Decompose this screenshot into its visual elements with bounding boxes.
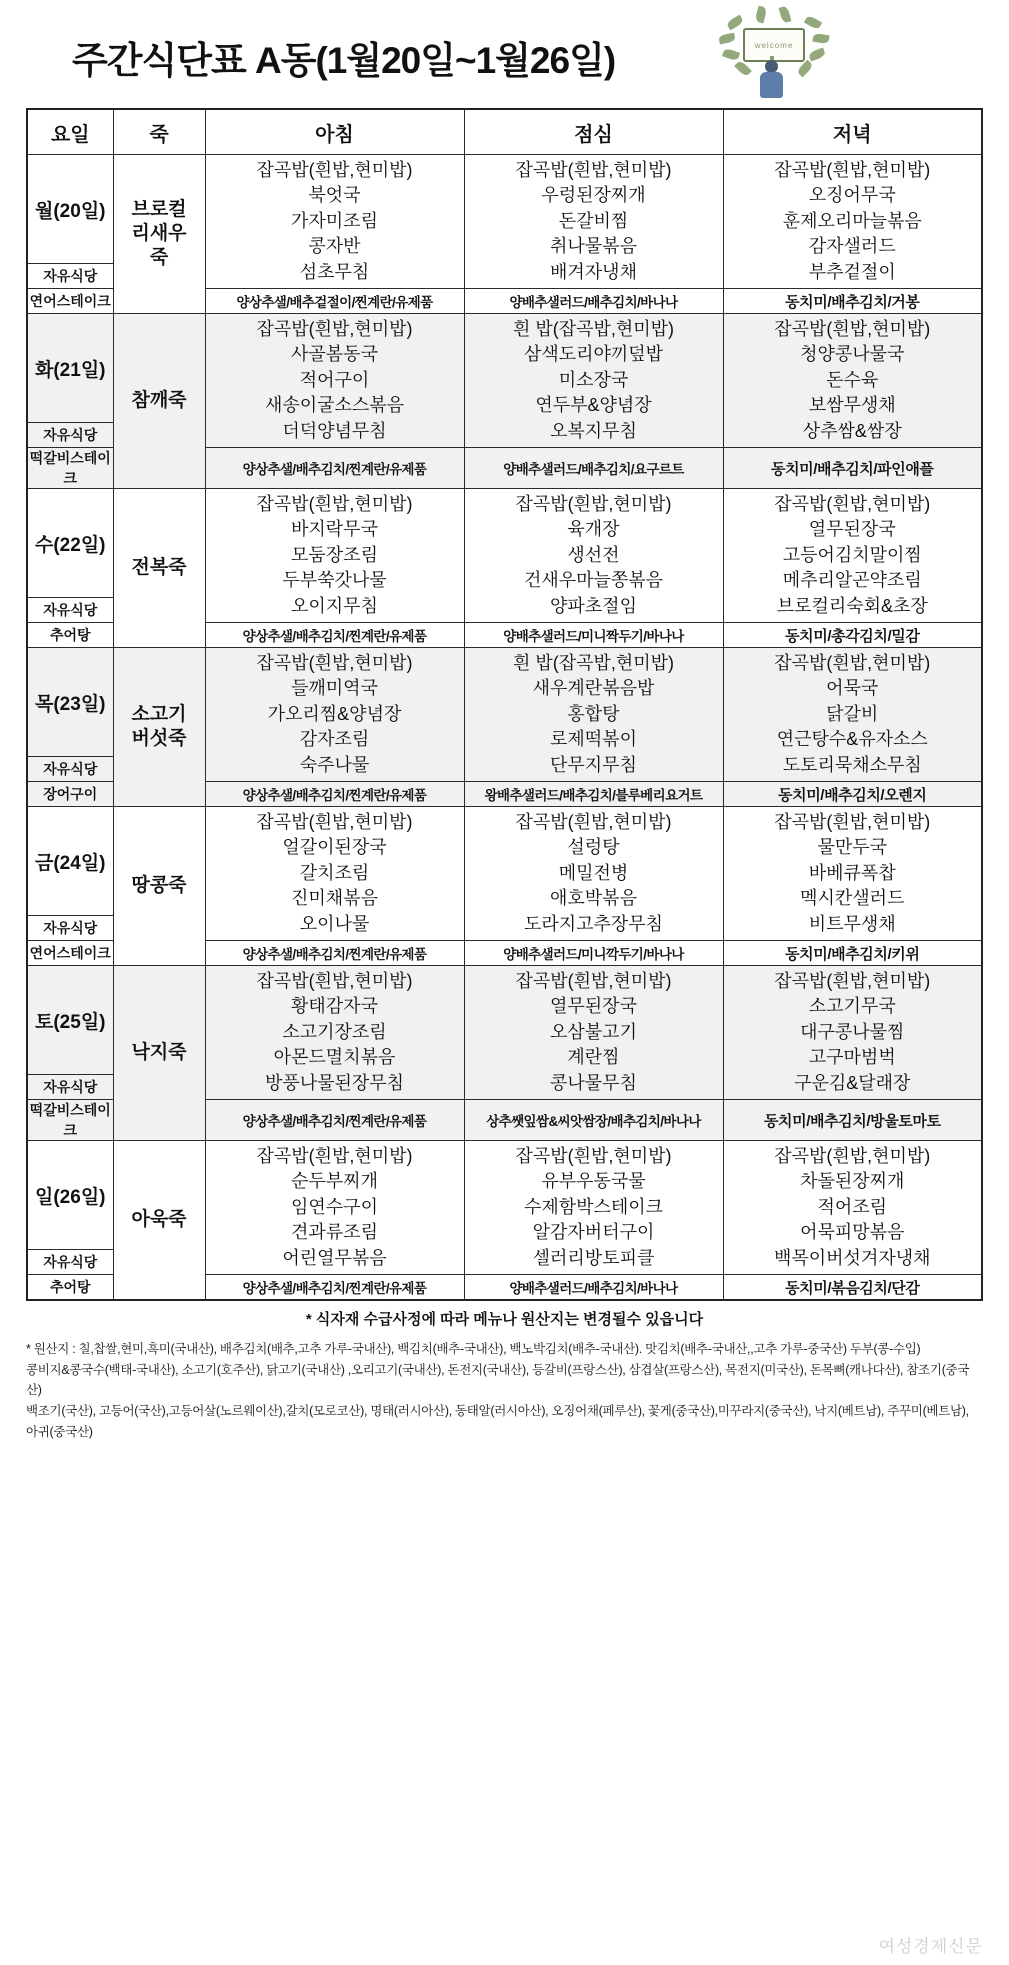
breakfast-item: 얼갈이된장국	[282, 837, 387, 858]
leaf-icon	[779, 6, 792, 24]
lunch-cell	[464, 966, 723, 1100]
lunch-side-cell: 상추쌧잎쌈&씨앗쌈장/배추김치/바나나	[464, 1100, 723, 1141]
column-header-porridge: 죽	[113, 109, 205, 155]
lunch-side-cell: 양배추샐러드/미니깍두기/바나나	[464, 941, 723, 966]
lunch-item: 로제떡볶이	[550, 729, 637, 750]
lunch-item: 수제함박스테이크	[523, 1196, 664, 1217]
lunch-side-cell: 양배추샐러드/배추김치/바나나	[464, 289, 723, 314]
dinner-item: 대구콩나물찜	[800, 1021, 905, 1042]
leaf-icon	[808, 48, 826, 62]
breakfast-item: 잡곡밥(흰밥,현미밥)	[256, 970, 413, 991]
dinner-item: 연근탕수&유자소스	[776, 729, 928, 750]
breakfast-item: 바지락무국	[291, 519, 378, 540]
breakfast-side-cell: 양상추샐/배추김치/찐계란/유제품	[205, 623, 464, 648]
lunch-item: 콩나물무침	[550, 1072, 637, 1093]
day-cell: 화(21일)	[27, 314, 113, 423]
porridge-line: 소고기	[131, 704, 187, 726]
porridge-cell	[113, 966, 205, 1141]
dinner-cell	[723, 966, 982, 1100]
leaf-icon	[726, 15, 744, 31]
lunch-item: 메밀전병	[558, 862, 629, 883]
porridge-cell	[113, 1141, 205, 1301]
dinner-side-cell: 동치미/볶음김치/단감	[723, 1275, 982, 1301]
lunch-item: 잡곡밥(흰밥,현미밥)	[515, 159, 672, 180]
breakfast-side-cell: 양상추샐/배추김치/찐계란/유제품	[205, 941, 464, 966]
lunch-item: 유부우동국물	[541, 1171, 646, 1192]
porridge-cell	[113, 648, 205, 807]
lunch-item: 연두부&양념장	[535, 395, 652, 416]
breakfast-item: 북엇국	[308, 185, 361, 206]
lunch-item: 새우계란볶음밥	[532, 678, 655, 699]
special-dish-label: 떡갈비스테이크	[27, 448, 113, 489]
breakfast-item: 들깨미역국	[291, 678, 378, 699]
breakfast-item: 잡곡밥(흰밥,현미밥)	[256, 318, 413, 339]
dinner-cell	[723, 155, 982, 289]
dinner-side-cell: 동치미/배추김치/거봉	[723, 289, 982, 314]
lunch-item: 미소장국	[558, 369, 629, 390]
breakfast-item: 콩자반	[308, 236, 361, 257]
welcome-wreath-illustration	[713, 8, 833, 104]
breakfast-item: 감자조림	[299, 729, 370, 750]
dinner-item: 잡곡밥(흰밥,현미밥)	[774, 159, 931, 180]
breakfast-item: 진미채볶음	[291, 888, 378, 909]
lunch-item: 생선전	[567, 544, 620, 565]
dinner-cell	[723, 314, 982, 448]
dinner-side-cell: 동치미/배추김치/오렌지	[723, 782, 982, 807]
breakfast-item: 잡곡밥(흰밥,현미밥)	[256, 159, 413, 180]
breakfast-cell	[205, 155, 464, 289]
lunch-item: 열무된장국	[550, 996, 637, 1017]
free-dining-label: 자유식당	[27, 757, 113, 782]
lunch-item: 셀러리방토피클	[532, 1247, 655, 1268]
lunch-item: 알감자버터구이	[532, 1222, 655, 1243]
table-row	[27, 155, 982, 264]
porridge-line: 땅콩죽	[131, 875, 187, 897]
lunch-item: 도라지고추장무침	[523, 913, 664, 934]
free-dining-label: 자유식당	[27, 1250, 113, 1275]
breakfast-item: 아몬드멸치볶음	[273, 1047, 396, 1068]
dinner-item: 비트무생채	[808, 913, 896, 934]
table-row	[27, 807, 982, 916]
day-cell: 목(23일)	[27, 648, 113, 757]
breakfast-item: 섬초무침	[299, 261, 370, 282]
breakfast-item: 두부쑥갓나물	[282, 570, 387, 591]
lunch-item: 오삼불고기	[550, 1021, 637, 1042]
porridge-line: 낙지죽	[131, 1042, 187, 1064]
lunch-item: 양파초절임	[550, 595, 637, 616]
lunch-item: 잡곡밥(흰밥,현미밥)	[515, 811, 672, 832]
breakfast-side-cell: 양상추샐/배추김치/찐계란/유제품	[205, 1275, 464, 1301]
origin-line: 콩비지&콩국수(백태-국내산), 소고기(호주산), 닭고기(국내산) ,오리고기(국내산), 돈전지(국내산), 등갈비(프랑스산), 삼겹살(프랑스산), 목전지(미국산), 돈목뼈(캐나다산), 참조기(중국산)	[26, 1362, 970, 1398]
breakfast-item: 잡곡밥(흰밥,현미밥)	[256, 652, 413, 673]
porridge-cell	[113, 807, 205, 966]
dinner-item: 브로컬리숙회&초장	[776, 595, 928, 616]
dinner-item: 부추겉절이	[808, 261, 896, 282]
dinner-item: 잡곡밥(흰밥,현미밥)	[774, 970, 931, 991]
lunch-item: 애호박볶음	[550, 888, 637, 909]
leaf-icon	[804, 15, 822, 31]
breakfast-cell	[205, 648, 464, 782]
porridge-line: 죽	[149, 246, 169, 268]
lunch-side-cell: 양배추샐러드/배추김치/요구르트	[464, 448, 723, 489]
breakfast-item: 소고기장조림	[282, 1021, 387, 1042]
breakfast-item: 황태감자국	[291, 996, 378, 1017]
lunch-item: 단무지무침	[550, 754, 637, 775]
breakfast-side-cell: 양상추샐/배추김치/찐계란/유제품	[205, 782, 464, 807]
porridge-line: 버섯죽	[131, 728, 187, 749]
special-dish-label: 장어구이	[27, 782, 113, 807]
special-dish-label: 연어스테이크	[27, 941, 113, 966]
origin-info	[26, 1339, 983, 1442]
breakfast-side-cell: 양상추샐/배추김치/찐계란/유제품	[205, 1100, 464, 1141]
day-cell: 토(25일)	[27, 966, 113, 1075]
breakfast-item: 잡곡밥(흰밥,현미밥)	[256, 1145, 413, 1166]
dinner-item: 잡곡밥(흰밥,현미밥)	[774, 493, 931, 514]
lunch-side-cell: 양배추샐러드/미니짝두기/바나나	[464, 623, 723, 648]
breakfast-item: 더덕양념무침	[282, 420, 387, 441]
page-header	[26, 0, 983, 108]
table-row	[27, 314, 982, 423]
breakfast-item: 사골봄동국	[291, 344, 378, 365]
lunch-item: 잡곡밥(흰밥,현미밥)	[515, 1145, 672, 1166]
lunch-item: 계란찜	[567, 1047, 620, 1068]
lunch-cell	[464, 648, 723, 782]
porridge-cell	[113, 489, 205, 648]
breakfast-item: 갈치조림	[299, 862, 370, 883]
free-dining-label: 자유식당	[27, 423, 113, 448]
porridge-line: 참깨죽	[131, 390, 187, 412]
leaf-icon	[812, 33, 829, 45]
breakfast-item: 가자미조림	[291, 210, 378, 231]
special-dish-label: 추어탕	[27, 623, 113, 648]
table-header-row	[27, 109, 982, 155]
breakfast-item: 오이지무침	[291, 595, 378, 616]
lunch-item: 우렁된장찌개	[541, 185, 646, 206]
lunch-item: 삼색도리야끼덮밥	[523, 344, 664, 365]
breakfast-item: 새송이굴소스볶음	[264, 395, 405, 416]
leaf-icon	[734, 60, 752, 78]
dinner-item: 감자샐러드	[808, 236, 896, 257]
breakfast-cell	[205, 966, 464, 1100]
table-row	[27, 1141, 982, 1250]
dinner-item: 차돌된장찌개	[800, 1171, 905, 1192]
breakfast-side-cell: 양상추샐/배추겉절이/찐계란/유제품	[205, 289, 464, 314]
dinner-item: 훈제오리마늘볶음	[782, 210, 922, 231]
breakfast-cell	[205, 807, 464, 941]
porridge-line: 브로컬	[131, 199, 187, 221]
breakfast-item: 어린열무볶음	[282, 1247, 387, 1268]
dinner-item: 멕시칸샐러드	[800, 888, 905, 909]
breakfast-item: 방풍나물된장무침	[264, 1072, 405, 1093]
breakfast-cell	[205, 489, 464, 623]
dinner-cell	[723, 807, 982, 941]
leaf-icon	[796, 60, 814, 78]
dinner-item: 돈수육	[826, 369, 879, 390]
breakfast-item: 잡곡밥(흰밥,현미밥)	[256, 811, 413, 832]
free-dining-label: 자유식당	[27, 598, 113, 623]
dinner-item: 잡곡밥(흰밥,현미밥)	[774, 1145, 931, 1166]
dinner-cell	[723, 648, 982, 782]
lunch-item: 홍합탕	[567, 703, 620, 724]
dinner-item: 잡곡밥(흰밥,현미밥)	[774, 811, 931, 832]
lunch-item: 육개장	[567, 519, 620, 540]
breakfast-item: 모둠장조림	[291, 544, 378, 565]
watermark: 여성경제신문	[878, 1937, 983, 1956]
origin-line: * 원산지 : 칠,찹쌀,현미,흑미(국내산), 배추김치(배추,고추 가루-국내산), 백김치(배추-국내산), 백노박김치(배추-국내산). 맛김치(배추-국내산,,고추 가루-중국산) 두부(콩-수입)	[26, 1342, 921, 1356]
origin-line: 백조기(국산), 고등어(국산),고등어살(노르웨이산),갈치(모로코산), 명태(러시아산), 동태알(러시아산), 오징어채(페루산), 꽃게(중국산),미꾸라지(중국산), 낙지(베트남), 주꾸미(베트남), 아귀(중국산)	[26, 1403, 969, 1439]
lunch-item: 취나물볶음	[550, 236, 637, 257]
table-row	[27, 966, 982, 1075]
weekly-menu-table	[26, 108, 983, 1301]
dinner-side-cell: 동치미/배추김치/파인애플	[723, 448, 982, 489]
dinner-item: 고구마범벅	[808, 1047, 896, 1068]
lunch-item: 돈갈비찜	[558, 210, 629, 231]
breakfast-side-cell: 양상추샐/배추김치/찐계란/유제품	[205, 448, 464, 489]
dinner-item: 바베큐폭찹	[808, 862, 896, 883]
dinner-cell	[723, 1141, 982, 1275]
breakfast-item: 오이나물	[299, 913, 370, 934]
porridge-line: 리새우	[131, 223, 187, 245]
column-header-day: 요일	[27, 109, 113, 155]
dinner-item: 오징어무국	[808, 185, 896, 206]
free-dining-label: 자유식당	[27, 1075, 113, 1100]
dinner-item: 잡곡밥(흰밥,현미밥)	[774, 652, 931, 673]
table-row	[27, 489, 982, 598]
lunch-item: 건새우마늘쫑볶음	[523, 570, 664, 591]
lunch-side-cell: 양배추샐러드/배추김치/바나나	[464, 1275, 723, 1301]
breakfast-item: 숙주나물	[299, 754, 370, 775]
dinner-item: 어묵국	[826, 678, 879, 699]
lunch-item: 흰 밥(잡곡밥,현미밥)	[512, 652, 675, 673]
dinner-item: 보쌈무생채	[808, 395, 896, 416]
special-dish-label: 연어스테이크	[27, 289, 113, 314]
dinner-item: 상추쌈&쌈장	[802, 420, 902, 441]
dinner-item: 어묵피망볶음	[800, 1222, 905, 1243]
column-header-dinner: 저녁	[723, 109, 982, 155]
breakfast-cell	[205, 1141, 464, 1275]
lunch-item: 잡곡밥(흰밥,현미밥)	[515, 970, 672, 991]
dinner-item: 잡곡밥(흰밥,현미밥)	[774, 318, 931, 339]
day-cell: 수(22일)	[27, 489, 113, 598]
leaf-icon	[755, 6, 768, 24]
person-body	[760, 72, 783, 98]
dinner-item: 닭갈비	[826, 703, 879, 724]
breakfast-item: 잡곡밥(흰밥,현미밥)	[256, 493, 413, 514]
lunch-side-cell: 왕배추샐러드/배추김치/블루베리요거트	[464, 782, 723, 807]
dinner-side-cell: 동치미/배추김치/방울토마토	[723, 1100, 982, 1141]
lunch-cell	[464, 1141, 723, 1275]
page-title: 주간식단표 A동(1월20일~1월26일)	[72, 40, 616, 81]
dinner-item: 백목이버섯겨자냉채	[774, 1247, 931, 1268]
column-header-breakfast: 아침	[205, 109, 464, 155]
dinner-item: 적어조림	[817, 1196, 888, 1217]
dinner-item: 물만두국	[817, 837, 888, 858]
dinner-side-cell: 동치미/총각김치/밀감	[723, 623, 982, 648]
porridge-line: 아욱죽	[131, 1209, 187, 1231]
person-illustration	[757, 60, 785, 100]
lunch-item: 배겨자냉채	[550, 261, 637, 282]
dinner-item: 메추리알곤약조림	[782, 570, 922, 591]
breakfast-cell	[205, 314, 464, 448]
table-body	[27, 155, 982, 1301]
dinner-item: 구운김&달래장	[794, 1072, 911, 1093]
dinner-item: 소고기무국	[808, 996, 896, 1017]
special-dish-label: 떡갈비스테이크	[27, 1100, 113, 1141]
dinner-item: 열무된장국	[808, 519, 896, 540]
leaf-icon	[718, 33, 735, 45]
lunch-item: 흰 밥(잡곡밥,현미밥)	[512, 318, 675, 339]
porridge-line: 전복죽	[131, 557, 187, 579]
day-cell: 일(26일)	[27, 1141, 113, 1250]
column-header-lunch: 점심	[464, 109, 723, 155]
welcome-plaque: welcome	[743, 28, 805, 62]
dinner-item: 도토리묵채소무침	[782, 754, 922, 775]
lunch-cell	[464, 807, 723, 941]
leaf-icon	[722, 48, 740, 62]
day-cell: 월(20일)	[27, 155, 113, 264]
dinner-side-cell: 동치미/배추김치/키위	[723, 941, 982, 966]
free-dining-label: 자유식당	[27, 916, 113, 941]
porridge-cell	[113, 314, 205, 489]
lunch-cell	[464, 314, 723, 448]
table-row	[27, 648, 982, 757]
special-dish-label: 추어탕	[27, 1275, 113, 1301]
breakfast-item: 견과류조림	[291, 1222, 378, 1243]
breakfast-item: 적어구이	[299, 369, 370, 390]
breakfast-item: 임연수구이	[291, 1196, 378, 1217]
menu-note: * 식자재 수급사정에 따라 메뉴나 원산지는 변경될수 있읍니다	[305, 1311, 704, 1328]
lunch-item: 오복지무침	[550, 420, 637, 441]
lunch-cell	[464, 155, 723, 289]
free-dining-label: 자유식당	[27, 264, 113, 289]
lunch-cell	[464, 489, 723, 623]
lunch-item: 잡곡밥(흰밥,현미밥)	[515, 493, 672, 514]
dinner-item: 청양콩나물국	[800, 344, 905, 365]
dinner-cell	[723, 489, 982, 623]
day-cell: 금(24일)	[27, 807, 113, 916]
dinner-item: 고등어김치말이찜	[782, 544, 922, 565]
breakfast-item: 가오리찜&양념장	[267, 703, 402, 724]
breakfast-item: 순두부찌개	[291, 1171, 378, 1192]
porridge-cell	[113, 155, 205, 314]
lunch-item: 설렁탕	[567, 837, 620, 858]
